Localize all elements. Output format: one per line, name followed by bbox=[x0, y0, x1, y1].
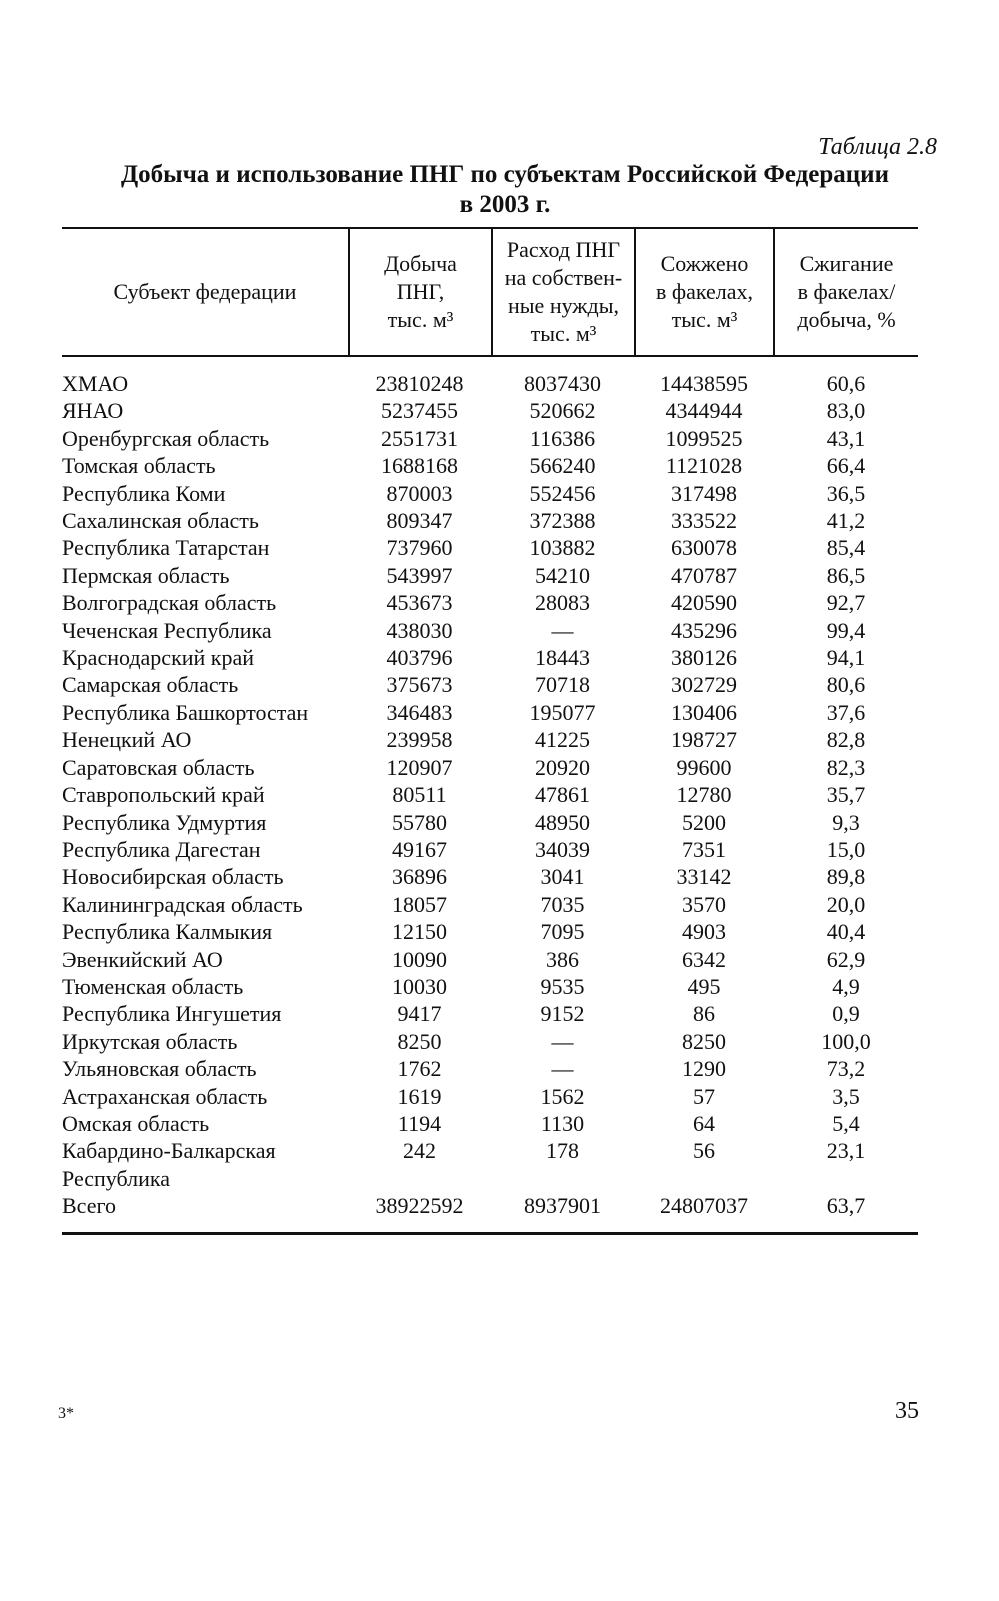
row-value-cell: 520662 bbox=[529, 398, 596, 424]
row-value-cell: 7035 bbox=[540, 891, 585, 917]
row-value-cell: 7351 bbox=[682, 836, 726, 862]
table-row bbox=[62, 946, 918, 973]
row-subject-cell: Республика Удмуртия bbox=[62, 809, 267, 835]
row-value-cell: 12780 bbox=[676, 782, 732, 808]
row-value-cell: 10030 bbox=[392, 973, 447, 999]
row-value-cell: 386 bbox=[546, 946, 579, 972]
row-value-cell: 116386 bbox=[529, 425, 596, 451]
table-row bbox=[62, 1028, 918, 1055]
row-value-cell: 10090 bbox=[392, 946, 447, 972]
row-subject-cell: Всего bbox=[62, 1193, 116, 1219]
row-value-cell: 566240 bbox=[529, 453, 596, 479]
row-value-cell: 1562 bbox=[540, 1083, 585, 1109]
row-value-cell: 49167 bbox=[392, 836, 447, 862]
row-subject-cell: Кабардино-Балкарская bbox=[62, 1138, 276, 1164]
row-subject-cell: Республика Дагестан bbox=[62, 836, 261, 862]
row-value-cell: 4903 bbox=[682, 919, 726, 945]
row-value-cell: 41225 bbox=[535, 727, 590, 753]
header-flared: Сожжено в факелах, тыс. м³ bbox=[655, 251, 754, 332]
table-row bbox=[62, 973, 918, 1000]
table-row bbox=[62, 1083, 918, 1110]
table-row bbox=[62, 397, 918, 424]
row-value-cell bbox=[348, 1165, 491, 1192]
row-value-cell: 543997 bbox=[386, 562, 453, 588]
row-value-cell: 28083 bbox=[535, 590, 590, 616]
row-value-cell: 86,5 bbox=[826, 562, 866, 588]
row-subject-cell: Новосибирская область bbox=[62, 864, 284, 890]
row-value-cell: 37,6 bbox=[826, 699, 866, 725]
row-value-cell: 4,9 bbox=[832, 973, 860, 999]
row-value-cell: 1130 bbox=[540, 1110, 585, 1136]
table-row bbox=[62, 671, 918, 698]
row-subject-cell: Ненецкий АО bbox=[62, 727, 192, 753]
row-value-cell: 57 bbox=[693, 1083, 715, 1109]
row-value-cell: — bbox=[551, 617, 574, 643]
table-row bbox=[62, 507, 918, 534]
row-subject-cell: Калининградская область bbox=[62, 891, 303, 917]
row-value-cell: 1290 bbox=[682, 1056, 726, 1082]
row-value-cell: 62,9 bbox=[826, 946, 866, 972]
row-value-cell: 495 bbox=[687, 973, 721, 999]
row-value-cell: 9535 bbox=[540, 973, 585, 999]
row-value-cell: 14438595 bbox=[660, 371, 748, 396]
row-value-cell bbox=[634, 1165, 774, 1192]
row-value-cell: 48950 bbox=[535, 809, 590, 835]
table-row bbox=[62, 1137, 918, 1164]
row-subject-cell: Волгоградская область bbox=[62, 590, 277, 616]
row-value-cell: 420590 bbox=[671, 590, 737, 616]
row-value-cell: 5200 bbox=[682, 809, 726, 835]
table-row bbox=[62, 809, 918, 836]
row-value-cell: 60,6 bbox=[826, 371, 866, 396]
row-value-cell: 55780 bbox=[392, 809, 447, 835]
row-value-cell: 8250 bbox=[682, 1028, 726, 1054]
row-value-cell: 63,7 bbox=[826, 1193, 866, 1219]
row-subject-cell: Пермская область bbox=[62, 562, 230, 588]
row-value-cell: 33142 bbox=[676, 864, 732, 890]
row-value-cell: 23810248 bbox=[375, 371, 464, 396]
row-value-cell: 195077 bbox=[529, 699, 596, 725]
row-value-cell: 12150 bbox=[392, 919, 447, 945]
row-value-cell: 83,0 bbox=[826, 398, 866, 424]
table-row bbox=[62, 480, 918, 507]
table-row bbox=[62, 562, 918, 589]
row-value-cell: 56 bbox=[693, 1138, 715, 1164]
signature-mark: 3* bbox=[58, 1405, 74, 1422]
row-value-cell: 1619 bbox=[397, 1083, 442, 1109]
row-value-cell: 85,4 bbox=[826, 535, 866, 561]
row-subject-cell: ХМАО bbox=[62, 371, 129, 396]
row-value-cell: 372388 bbox=[529, 508, 596, 534]
row-value-cell: 99600 bbox=[676, 754, 732, 780]
row-value-cell: 43,1 bbox=[826, 425, 866, 451]
table-row bbox=[62, 452, 918, 479]
row-value-cell: 73,2 bbox=[826, 1056, 866, 1082]
row-value-cell: 34039 bbox=[535, 836, 590, 862]
row-value-cell: 89,8 bbox=[826, 864, 866, 890]
row-subject-cell: Республика Татарстан bbox=[62, 535, 270, 561]
row-value-cell: — bbox=[551, 1028, 574, 1054]
row-value-cell: 198727 bbox=[671, 727, 737, 753]
row-value-cell bbox=[491, 1165, 634, 1192]
table-row bbox=[62, 781, 918, 808]
header-own-needs: Расход ПНГ на собствен- ные нужды, тыс. м³ bbox=[504, 237, 623, 346]
table-row bbox=[62, 617, 918, 644]
row-value-cell: 552456 bbox=[529, 480, 596, 506]
table-row bbox=[62, 863, 918, 890]
row-subject-cell: Самарская область bbox=[62, 672, 239, 698]
table-title bbox=[60, 160, 950, 220]
row-subject-cell: Астраханская область bbox=[62, 1083, 268, 1109]
row-value-cell: 9,3 bbox=[832, 809, 860, 835]
table-row bbox=[62, 891, 918, 918]
row-value-cell: 9417 bbox=[397, 1001, 442, 1027]
header-production: Добыча ПНГ, тыс. м³ bbox=[384, 251, 457, 332]
row-subject-cell: Краснодарский край bbox=[62, 645, 255, 671]
row-value-cell: 3041 bbox=[540, 864, 585, 890]
row-value-cell: 239958 bbox=[386, 727, 453, 753]
row-value-cell: 435296 bbox=[671, 617, 737, 643]
row-value-cell: 870003 bbox=[386, 480, 453, 506]
row-subject-cell: Сахалинская область bbox=[62, 508, 259, 534]
row-value-cell: 3570 bbox=[682, 891, 726, 917]
row-value-cell: 7095 bbox=[540, 919, 585, 945]
row-subject-cell: Тюменская область bbox=[62, 973, 244, 999]
row-subject-cell: Республика Калмыкия bbox=[62, 919, 273, 945]
row-value-cell: 100,0 bbox=[821, 1028, 871, 1054]
table-row bbox=[62, 370, 918, 397]
row-value-cell: 99,4 bbox=[826, 617, 866, 643]
row-subject-cell: Эвенкийский АО bbox=[62, 946, 223, 972]
row-subject-cell: Республика Башкортостан bbox=[62, 699, 309, 725]
row-value-cell: 1121028 bbox=[665, 453, 743, 479]
row-value-cell: 40,4 bbox=[826, 919, 866, 945]
row-value-cell: 15,0 bbox=[826, 836, 866, 862]
row-subject-cell: Республика bbox=[62, 1165, 171, 1191]
row-value-cell: 1688168 bbox=[381, 453, 458, 479]
row-value-cell: 36896 bbox=[392, 864, 447, 890]
table-row bbox=[62, 1110, 918, 1137]
row-value-cell: 103882 bbox=[529, 535, 596, 561]
table-row bbox=[62, 1192, 918, 1219]
row-value-cell bbox=[774, 1165, 918, 1192]
table-number-label: Таблица 2.8 bbox=[818, 134, 937, 160]
row-value-cell: 120907 bbox=[386, 754, 453, 780]
row-value-cell: 737960 bbox=[386, 535, 453, 561]
row-subject-cell: Ставропольский край bbox=[62, 782, 265, 808]
row-subject-cell: Оренбургская область bbox=[62, 425, 270, 451]
row-subject-cell: Иркутская область bbox=[62, 1028, 238, 1054]
row-value-cell: 809347 bbox=[386, 508, 453, 534]
table-title-line-2: в 2003 г. bbox=[459, 191, 551, 218]
row-value-cell: 8937901 bbox=[524, 1193, 601, 1219]
row-value-cell: 6342 bbox=[682, 946, 726, 972]
row-subject-cell: ЯНАО bbox=[62, 398, 124, 424]
row-value-cell: 302729 bbox=[671, 672, 737, 698]
row-value-cell: 8037430 bbox=[524, 371, 601, 396]
row-value-cell: 380126 bbox=[671, 645, 737, 671]
row-value-cell: 346483 bbox=[386, 699, 453, 725]
table-title-line-1: Добыча и использование ПНГ по субъектам Российской Федерации bbox=[120, 161, 889, 188]
row-value-cell: 178 bbox=[546, 1138, 579, 1164]
row-value-cell: — bbox=[551, 1056, 574, 1082]
row-value-cell: 20,0 bbox=[826, 891, 866, 917]
row-subject-cell: Саратовская область bbox=[62, 754, 255, 780]
row-value-cell: 438030 bbox=[386, 617, 453, 643]
row-value-cell: 1099525 bbox=[665, 425, 743, 451]
row-subject-cell: Чеченская Республика bbox=[62, 617, 272, 643]
row-value-cell: 317498 bbox=[671, 480, 737, 506]
table-row bbox=[62, 534, 918, 561]
row-value-cell: 64 bbox=[693, 1110, 715, 1136]
table-row bbox=[62, 836, 918, 863]
row-value-cell: 4344944 bbox=[665, 398, 743, 424]
table-row bbox=[62, 1165, 918, 1192]
row-subject-cell: Ульяновская область bbox=[62, 1056, 257, 1082]
table-row bbox=[62, 918, 918, 945]
row-value-cell: 403796 bbox=[386, 645, 453, 671]
row-value-cell: 333522 bbox=[671, 508, 737, 534]
row-value-cell: 35,7 bbox=[826, 782, 866, 808]
table-bottom-rule bbox=[62, 1232, 918, 1235]
row-value-cell: 94,1 bbox=[826, 645, 866, 671]
row-value-cell: 82,3 bbox=[826, 754, 866, 780]
row-value-cell: 0,9 bbox=[832, 1001, 860, 1027]
table-row bbox=[62, 589, 918, 616]
row-value-cell: 9152 bbox=[540, 1001, 585, 1027]
header-flaring-ratio: Сжигание в факелах/ добыча, % bbox=[797, 251, 896, 332]
row-value-cell: 1762 bbox=[397, 1056, 442, 1082]
row-value-cell: 18057 bbox=[392, 891, 447, 917]
table-row bbox=[62, 1055, 918, 1082]
row-value-cell: 86 bbox=[693, 1001, 715, 1027]
row-value-cell: 38922592 bbox=[375, 1193, 464, 1219]
row-value-cell: 3,5 bbox=[832, 1083, 860, 1109]
table-row bbox=[62, 644, 918, 671]
row-value-cell: 2551731 bbox=[381, 425, 458, 451]
row-value-cell: 82,8 bbox=[826, 727, 866, 753]
row-subject-cell: Омская область bbox=[62, 1110, 210, 1136]
row-value-cell: 130406 bbox=[671, 699, 737, 725]
table-row bbox=[62, 1000, 918, 1027]
table-row bbox=[62, 726, 918, 753]
row-value-cell: 8250 bbox=[397, 1028, 442, 1054]
row-subject-cell: Республика Коми bbox=[62, 480, 226, 506]
row-value-cell: 453673 bbox=[386, 590, 453, 616]
table-header-rule bbox=[62, 355, 918, 357]
row-value-cell: 80,6 bbox=[826, 672, 866, 698]
row-value-cell: 41,2 bbox=[826, 508, 866, 534]
row-value-cell: 54210 bbox=[535, 562, 590, 588]
page-number: 35 bbox=[895, 1398, 919, 1424]
row-value-cell: 470787 bbox=[671, 562, 737, 588]
row-value-cell: 5,4 bbox=[832, 1110, 860, 1136]
row-value-cell: 80511 bbox=[392, 782, 447, 808]
row-value-cell: 24807037 bbox=[660, 1193, 748, 1219]
row-value-cell: 375673 bbox=[386, 672, 453, 698]
row-value-cell: 18443 bbox=[535, 645, 590, 671]
row-value-cell: 20920 bbox=[535, 754, 590, 780]
header-subject: Субъект федерации bbox=[113, 279, 297, 304]
row-value-cell: 5237455 bbox=[381, 398, 458, 424]
row-value-cell: 47861 bbox=[535, 782, 590, 808]
row-value-cell: 242 bbox=[403, 1138, 436, 1164]
row-value-cell: 70718 bbox=[535, 672, 590, 698]
row-value-cell: 630078 bbox=[671, 535, 737, 561]
row-value-cell: 92,7 bbox=[826, 590, 866, 616]
row-subject-cell: Республика Ингушетия bbox=[62, 1001, 282, 1027]
row-value-cell: 36,5 bbox=[826, 480, 866, 506]
table-row bbox=[62, 699, 918, 726]
row-value-cell: 1194 bbox=[397, 1110, 442, 1136]
data-table bbox=[62, 370, 918, 1220]
table-row bbox=[62, 754, 918, 781]
row-subject-cell: Томская область bbox=[62, 453, 216, 479]
row-value-cell: 23,1 bbox=[826, 1138, 866, 1164]
row-value-cell: 66,4 bbox=[826, 453, 866, 479]
table-row bbox=[62, 425, 918, 452]
